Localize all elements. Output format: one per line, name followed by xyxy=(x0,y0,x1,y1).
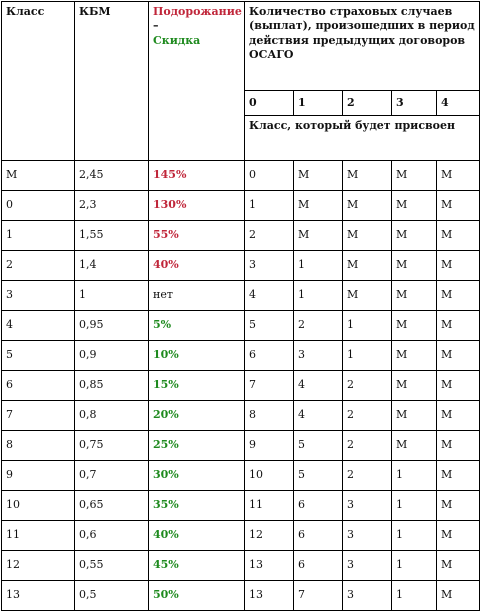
cell-kbm: 0,85 xyxy=(75,371,149,401)
cell-change: 40% xyxy=(149,251,245,281)
cell-claims-1: 1 xyxy=(294,281,343,311)
cell-claims-3: М xyxy=(392,431,437,461)
cell-claims-3: 1 xyxy=(392,581,437,611)
cell-claims-1: 5 xyxy=(294,431,343,461)
header-discount: Скидка xyxy=(153,33,201,47)
cell-claims-2: 1 xyxy=(343,311,392,341)
cell-change: 55% xyxy=(149,221,245,251)
table-row xyxy=(2,551,480,581)
cell-claims-3: М xyxy=(392,221,437,251)
cell-change: 20% xyxy=(149,401,245,431)
cell-claims-1: 6 xyxy=(294,521,343,551)
cell-kbm: 1,4 xyxy=(75,251,149,281)
cell-claims-3: М xyxy=(392,161,437,191)
cell-current-claims-0: 0 xyxy=(245,161,294,191)
cell-current-claims-0: 3 xyxy=(245,251,294,281)
cell-claims-1: 3 xyxy=(294,341,343,371)
cell-claims-2: 3 xyxy=(343,551,392,581)
cell-claims-2: 2 xyxy=(343,401,392,431)
table-row xyxy=(2,191,480,221)
table-row xyxy=(2,401,480,431)
cell-change: 30% xyxy=(149,461,245,491)
cell-claims-3: 1 xyxy=(392,491,437,521)
cell-kbm: 0,95 xyxy=(75,311,149,341)
cell-claims-1: М xyxy=(294,191,343,221)
cell-claims-3: М xyxy=(392,311,437,341)
cell-kbm: 2,45 xyxy=(75,161,149,191)
cell-change: нет xyxy=(149,281,245,311)
cell-kbm: 1 xyxy=(75,281,149,311)
header-count-1: 1 xyxy=(294,91,343,116)
cell-klass: 13 xyxy=(2,581,75,611)
cell-claims-1: М xyxy=(294,161,343,191)
cell-claims-4: М xyxy=(437,281,480,311)
cell-current-claims-0: 11 xyxy=(245,491,294,521)
cell-claims-2: 3 xyxy=(343,581,392,611)
cell-claims-4: М xyxy=(437,431,480,461)
header-assigned: Класс, который будет присвоен xyxy=(245,116,480,161)
cell-claims-1: 1 xyxy=(294,251,343,281)
cell-claims-4: М xyxy=(437,551,480,581)
table-row xyxy=(2,581,480,611)
header-kbm: КБМ xyxy=(75,2,149,161)
cell-kbm: 0,9 xyxy=(75,341,149,371)
table-row xyxy=(2,341,480,371)
cell-change: 40% xyxy=(149,521,245,551)
header-cases: Количество страховых случаев (выплат), произошедших в период действия предыдущих договоров ОСАГО xyxy=(245,2,480,91)
cell-claims-3: 1 xyxy=(392,521,437,551)
cell-claims-1: 7 xyxy=(294,581,343,611)
cell-change: 130% xyxy=(149,191,245,221)
cell-claims-2: 1 xyxy=(343,341,392,371)
cell-change: 15% xyxy=(149,371,245,401)
cell-change: 5% xyxy=(149,311,245,341)
cell-claims-1: 4 xyxy=(294,371,343,401)
header-count-2: 2 xyxy=(343,91,392,116)
cell-klass: 4 xyxy=(2,311,75,341)
cell-claims-4: М xyxy=(437,521,480,551)
table-row xyxy=(2,461,480,491)
cell-claims-2: М xyxy=(343,221,392,251)
cell-claims-2: М xyxy=(343,281,392,311)
cell-claims-4: М xyxy=(437,251,480,281)
cell-claims-1: М xyxy=(294,221,343,251)
table-row xyxy=(2,311,480,341)
cell-claims-4: М xyxy=(437,401,480,431)
cell-claims-4: М xyxy=(437,311,480,341)
table-row xyxy=(2,161,480,191)
cell-claims-1: 5 xyxy=(294,461,343,491)
cell-claims-2: М xyxy=(343,191,392,221)
table-row xyxy=(2,431,480,461)
header-klass: Класс xyxy=(2,2,75,161)
table-row xyxy=(2,281,480,311)
cell-current-claims-0: 13 xyxy=(245,551,294,581)
cell-current-claims-0: 12 xyxy=(245,521,294,551)
cell-claims-3: М xyxy=(392,401,437,431)
cell-claims-3: 1 xyxy=(392,461,437,491)
cell-claims-3: 1 xyxy=(392,551,437,581)
cell-change: 50% xyxy=(149,581,245,611)
table-row xyxy=(2,521,480,551)
cell-claims-3: М xyxy=(392,371,437,401)
cell-kbm: 0,6 xyxy=(75,521,149,551)
cell-klass: 9 xyxy=(2,461,75,491)
cell-klass: М xyxy=(2,161,75,191)
cell-kbm: 0,65 xyxy=(75,491,149,521)
header-change xyxy=(149,2,245,161)
cell-current-claims-0: 8 xyxy=(245,401,294,431)
cell-kbm: 0,75 xyxy=(75,431,149,461)
cell-current-claims-0: 9 xyxy=(245,431,294,461)
cell-change: 25% xyxy=(149,431,245,461)
cell-klass: 5 xyxy=(2,341,75,371)
cell-change: 45% xyxy=(149,551,245,581)
cell-klass: 1 xyxy=(2,221,75,251)
cell-current-claims-0: 6 xyxy=(245,341,294,371)
cell-klass: 6 xyxy=(2,371,75,401)
cell-change: 145% xyxy=(149,161,245,191)
cell-kbm: 0,8 xyxy=(75,401,149,431)
header-count-3: 3 xyxy=(392,91,437,116)
header-dash: – xyxy=(153,19,159,33)
cell-claims-1: 6 xyxy=(294,491,343,521)
cell-claims-3: М xyxy=(392,191,437,221)
cell-klass: 8 xyxy=(2,431,75,461)
cell-klass: 12 xyxy=(2,551,75,581)
cell-change: 10% xyxy=(149,341,245,371)
cell-change: 35% xyxy=(149,491,245,521)
table-row xyxy=(2,251,480,281)
cell-claims-4: М xyxy=(437,221,480,251)
cell-kbm: 1,55 xyxy=(75,221,149,251)
cell-kbm: 0,7 xyxy=(75,461,149,491)
cell-kbm: 0,5 xyxy=(75,581,149,611)
header-count-4: 4 xyxy=(437,91,480,116)
cell-claims-1: 4 xyxy=(294,401,343,431)
header-surcharge: Подорожание xyxy=(153,5,242,18)
cell-current-claims-0: 4 xyxy=(245,281,294,311)
cell-claims-4: М xyxy=(437,491,480,521)
kbm-table xyxy=(1,1,480,611)
cell-current-claims-0: 7 xyxy=(245,371,294,401)
cell-current-claims-0: 1 xyxy=(245,191,294,221)
cell-klass: 11 xyxy=(2,521,75,551)
cell-current-claims-0: 5 xyxy=(245,311,294,341)
cell-claims-3: М xyxy=(392,251,437,281)
cell-current-claims-0: 13 xyxy=(245,581,294,611)
cell-claims-1: 2 xyxy=(294,311,343,341)
cell-klass: 7 xyxy=(2,401,75,431)
cell-claims-4: М xyxy=(437,371,480,401)
cell-claims-4: М xyxy=(437,581,480,611)
cell-claims-1: 6 xyxy=(294,551,343,581)
table-row xyxy=(2,221,480,251)
cell-claims-2: 2 xyxy=(343,461,392,491)
cell-claims-3: М xyxy=(392,281,437,311)
cell-klass: 10 xyxy=(2,491,75,521)
cell-klass: 3 xyxy=(2,281,75,311)
cell-kbm: 0,55 xyxy=(75,551,149,581)
cell-klass: 0 xyxy=(2,191,75,221)
header-count-0: 0 xyxy=(245,91,294,116)
cell-claims-2: 2 xyxy=(343,431,392,461)
cell-claims-4: М xyxy=(437,191,480,221)
cell-claims-2: М xyxy=(343,251,392,281)
cell-kbm: 2,3 xyxy=(75,191,149,221)
cell-claims-4: М xyxy=(437,341,480,371)
table-row xyxy=(2,491,480,521)
cell-claims-3: М xyxy=(392,341,437,371)
cell-klass: 2 xyxy=(2,251,75,281)
cell-claims-2: М xyxy=(343,161,392,191)
cell-current-claims-0: 10 xyxy=(245,461,294,491)
cell-claims-2: 2 xyxy=(343,371,392,401)
table-row xyxy=(2,371,480,401)
cell-claims-2: 3 xyxy=(343,491,392,521)
cell-current-claims-0: 2 xyxy=(245,221,294,251)
cell-claims-4: М xyxy=(437,461,480,491)
cell-claims-4: М xyxy=(437,161,480,191)
cell-claims-2: 3 xyxy=(343,521,392,551)
